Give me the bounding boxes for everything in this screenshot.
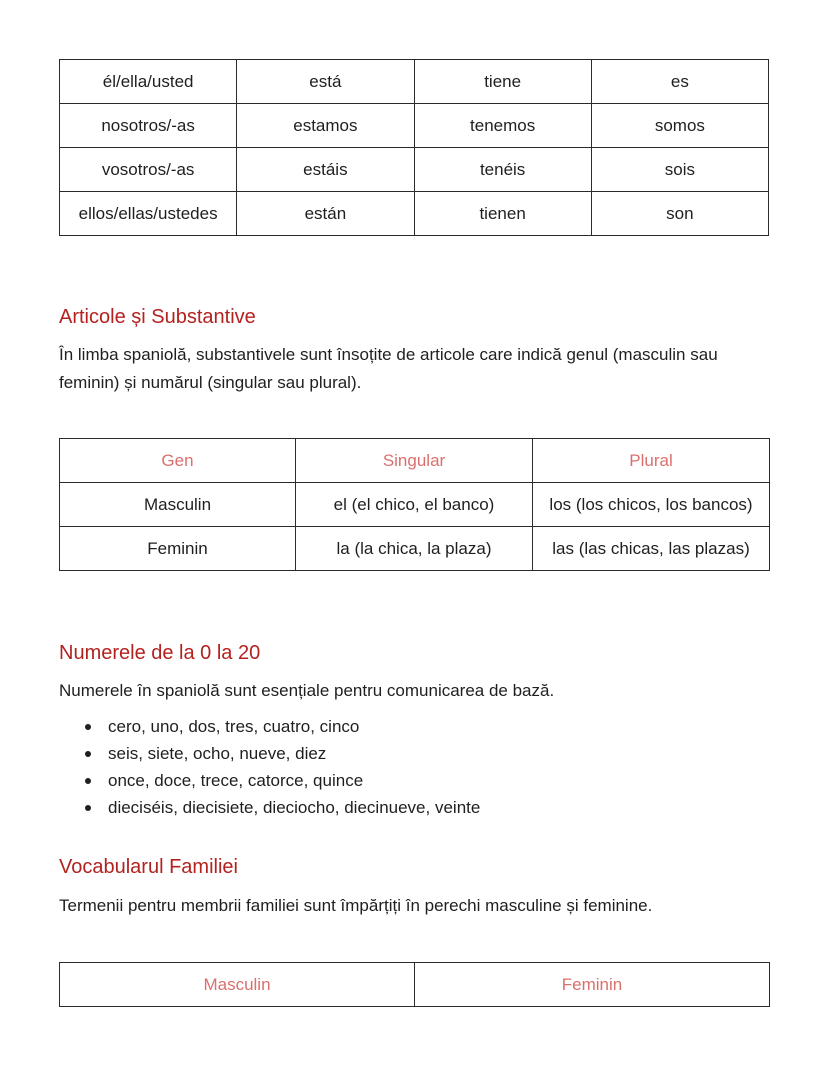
- pronoun-cell: vosotros/-as: [60, 148, 237, 192]
- list-item-text: once, doce, trece, catorce, quince: [108, 771, 364, 790]
- table-header-row: [60, 439, 770, 483]
- bullet-icon: [85, 751, 91, 757]
- tener-cell: tienen: [414, 192, 591, 236]
- tener-cell: tenéis: [414, 148, 591, 192]
- gender-cell: Feminin: [60, 527, 296, 571]
- bullet-icon: [85, 724, 91, 730]
- header-plural: Plural: [533, 439, 770, 483]
- ser-cell: es: [591, 60, 768, 104]
- list-item-text: cero, uno, dos, tres, cuatro, cinco: [108, 717, 360, 736]
- estar-cell: estáis: [237, 148, 414, 192]
- family-heading: Vocabularul Familiei: [59, 856, 238, 878]
- table-header-row: [60, 963, 770, 1007]
- table-row: [60, 104, 769, 148]
- pronoun-cell: él/ella/usted: [60, 60, 237, 104]
- pronoun-cell: ellos/ellas/ustedes: [60, 192, 237, 236]
- ser-cell: sois: [591, 148, 768, 192]
- ser-cell: son: [591, 192, 768, 236]
- singular-cell: la (la chica, la plaza): [296, 527, 533, 571]
- estar-cell: están: [237, 192, 414, 236]
- list-item: [82, 767, 480, 794]
- plural-cell: las (las chicas, las plazas): [533, 527, 770, 571]
- verb-conjugation-table: [59, 59, 769, 236]
- articles-heading: Articole și Substantive: [59, 306, 256, 328]
- list-item-text: seis, siete, ocho, nueve, diez: [108, 744, 327, 763]
- bullet-icon: [85, 778, 91, 784]
- header-gen: Gen: [60, 439, 296, 483]
- table-row: [60, 527, 770, 571]
- ser-cell: somos: [591, 104, 768, 148]
- table-row: [60, 483, 770, 527]
- numbers-intro: Numerele în spaniolă sunt esențiale pentru comunicarea de bază.: [59, 681, 555, 700]
- tener-cell: tenemos: [414, 104, 591, 148]
- pronoun-cell: nosotros/-as: [60, 104, 237, 148]
- list-item: [82, 794, 480, 821]
- family-intro: Termenii pentru membrii familiei sunt împărțiți în perechi masculine și feminine.: [59, 896, 653, 915]
- articles-intro: În limba spaniolă, substantivele sunt însoțite de articole care indică genul (masculin sau feminin) și numărul (singular sau plural).: [59, 345, 718, 392]
- header-singular: Singular: [296, 439, 533, 483]
- list-item: [82, 740, 480, 767]
- singular-cell: el (el chico, el banco): [296, 483, 533, 527]
- estar-cell: estamos: [237, 104, 414, 148]
- articles-table: [59, 438, 770, 571]
- table-row: [60, 148, 769, 192]
- table-row: [60, 192, 769, 236]
- header-feminin: Feminin: [415, 963, 770, 1007]
- numbers-list: [82, 713, 480, 821]
- list-item: [82, 713, 480, 740]
- table-row: [60, 60, 769, 104]
- estar-cell: está: [237, 60, 414, 104]
- tener-cell: tiene: [414, 60, 591, 104]
- gender-cell: Masculin: [60, 483, 296, 527]
- family-table: [59, 962, 770, 1007]
- header-masculin: Masculin: [60, 963, 415, 1007]
- bullet-icon: [85, 805, 91, 811]
- plural-cell: los (los chicos, los bancos): [533, 483, 770, 527]
- list-item-text: dieciséis, diecisiete, dieciocho, diecinueve, veinte: [108, 798, 481, 817]
- numbers-heading: Numerele de la 0 la 20: [59, 642, 261, 664]
